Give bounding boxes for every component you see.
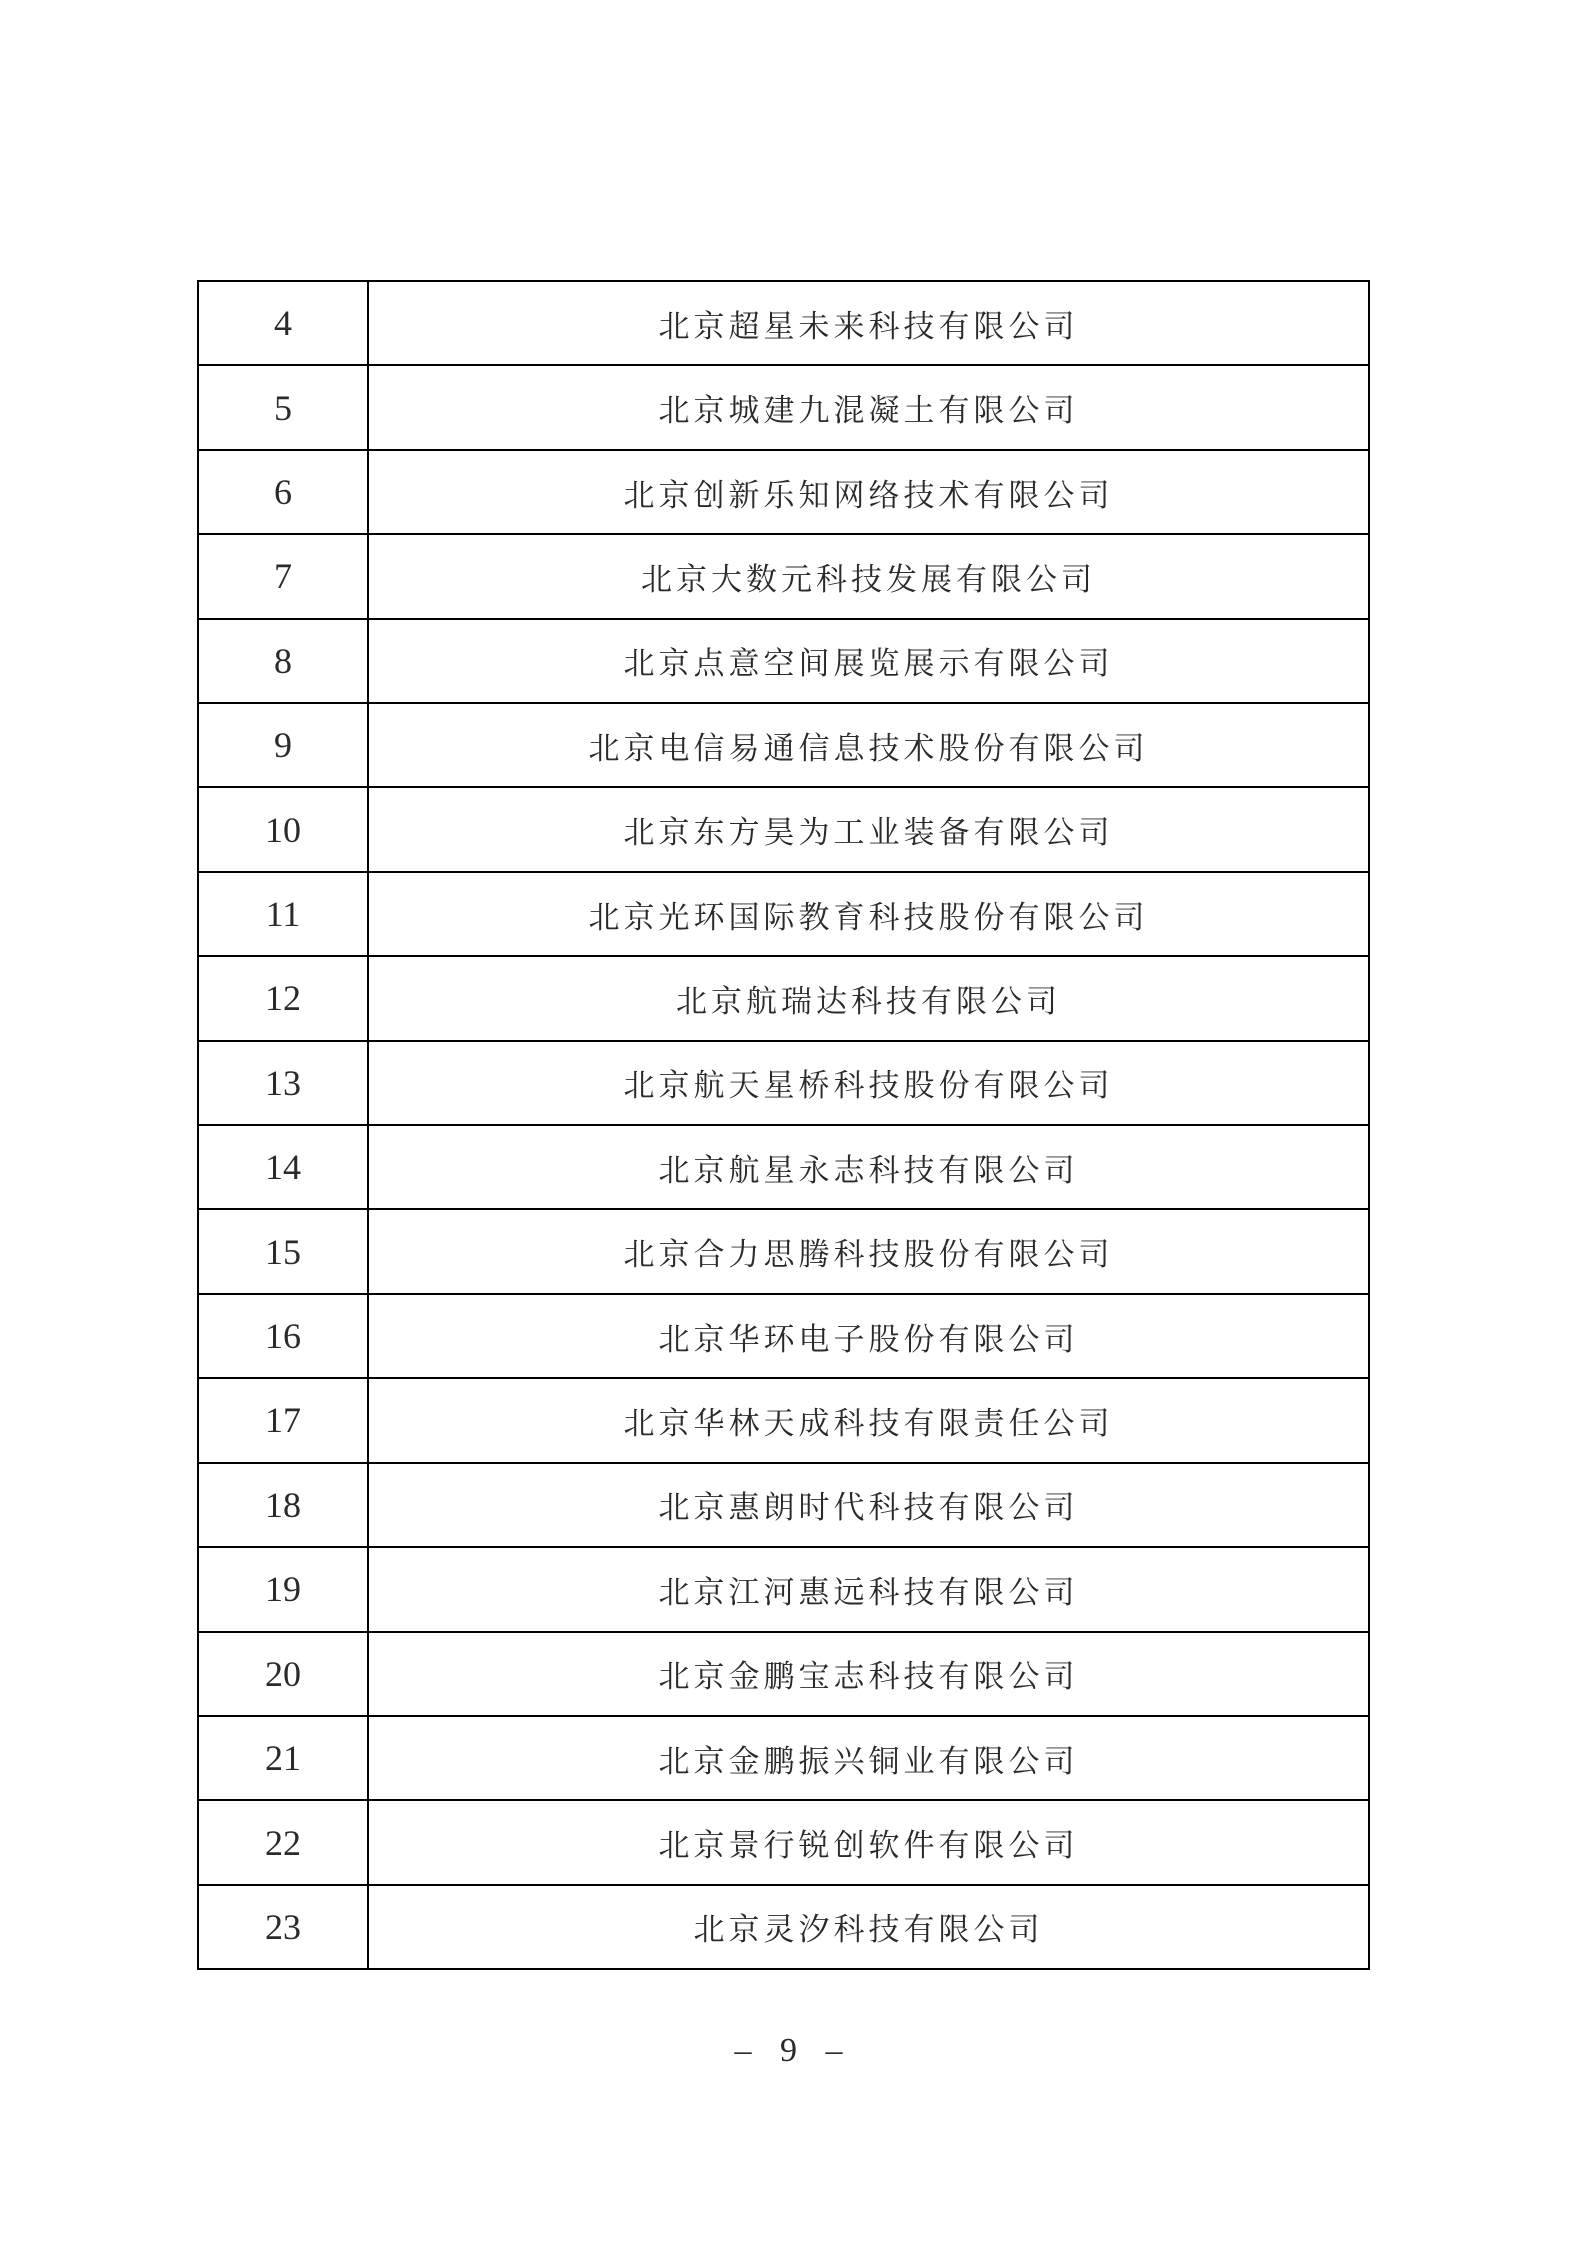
row-number: 14 <box>199 1126 369 1208</box>
company-name: 北京金鹏振兴铜业有限公司 <box>658 1743 1079 1779</box>
table-row <box>199 871 1368 955</box>
company-name: 北京华环电子股份有限公司 <box>658 1321 1079 1357</box>
row-number: 5 <box>199 366 369 448</box>
table-row <box>199 1377 1368 1461</box>
row-number: 18 <box>199 1464 369 1546</box>
table-row <box>199 1293 1368 1377</box>
table-row <box>199 1799 1368 1883</box>
company-name: 北京航天星桥科技股份有限公司 <box>623 1068 1114 1104</box>
company-name: 北京景行锐创软件有限公司 <box>658 1828 1079 1864</box>
table-row <box>199 1884 1368 1968</box>
row-number: 15 <box>199 1210 369 1292</box>
row-number: 23 <box>199 1886 369 1968</box>
company-name: 北京光环国际教育科技股份有限公司 <box>588 899 1149 935</box>
company-name: 北京华林天成科技有限责任公司 <box>623 1405 1114 1441</box>
company-name: 北京合力思腾科技股份有限公司 <box>623 1237 1114 1273</box>
row-number: 17 <box>199 1379 369 1461</box>
table-row <box>199 449 1368 533</box>
row-number: 6 <box>199 451 369 533</box>
company-name: 北京点意空间展览展示有限公司 <box>623 646 1114 682</box>
company-name: 北京航星永志科技有限公司 <box>658 1152 1079 1188</box>
table-row <box>199 282 1368 364</box>
company-name: 北京灵汐科技有限公司 <box>693 1912 1044 1948</box>
table-row <box>199 533 1368 617</box>
row-number: 10 <box>199 788 369 870</box>
row-number: 4 <box>199 282 369 364</box>
company-name: 北京航瑞达科技有限公司 <box>676 983 1061 1019</box>
company-name: 北京城建九混凝土有限公司 <box>658 393 1079 429</box>
row-number: 9 <box>199 704 369 786</box>
table-row <box>199 1462 1368 1546</box>
page-number: – 9 – <box>734 2032 853 2069</box>
table-row <box>199 1546 1368 1630</box>
company-name: 北京金鹏宝志科技有限公司 <box>658 1659 1079 1695</box>
row-number: 7 <box>199 535 369 617</box>
company-name: 北京电信易通信息技术股份有限公司 <box>588 730 1149 766</box>
row-number: 20 <box>199 1633 369 1715</box>
row-number: 22 <box>199 1801 369 1883</box>
table-row <box>199 1208 1368 1292</box>
company-name: 北京大数元科技发展有限公司 <box>641 561 1096 597</box>
company-name: 北京江河惠远科技有限公司 <box>658 1574 1079 1610</box>
company-table <box>197 280 1370 1970</box>
row-number: 21 <box>199 1717 369 1799</box>
table-row <box>199 1715 1368 1799</box>
row-number: 8 <box>199 620 369 702</box>
row-number: 13 <box>199 1042 369 1124</box>
table-row <box>199 364 1368 448</box>
table-row <box>199 786 1368 870</box>
row-number: 16 <box>199 1295 369 1377</box>
table-row <box>199 955 1368 1039</box>
table-row <box>199 702 1368 786</box>
table-row <box>199 1124 1368 1208</box>
company-name: 北京惠朗时代科技有限公司 <box>658 1490 1079 1526</box>
table-row <box>199 618 1368 702</box>
row-number: 12 <box>199 957 369 1039</box>
company-name: 北京超星未来科技有限公司 <box>658 308 1079 344</box>
row-number: 11 <box>199 873 369 955</box>
table-row <box>199 1631 1368 1715</box>
table-row <box>199 1040 1368 1124</box>
company-name: 北京东方昊为工业装备有限公司 <box>623 815 1114 851</box>
company-name: 北京创新乐知网络技术有限公司 <box>623 477 1114 513</box>
row-number: 19 <box>199 1548 369 1630</box>
